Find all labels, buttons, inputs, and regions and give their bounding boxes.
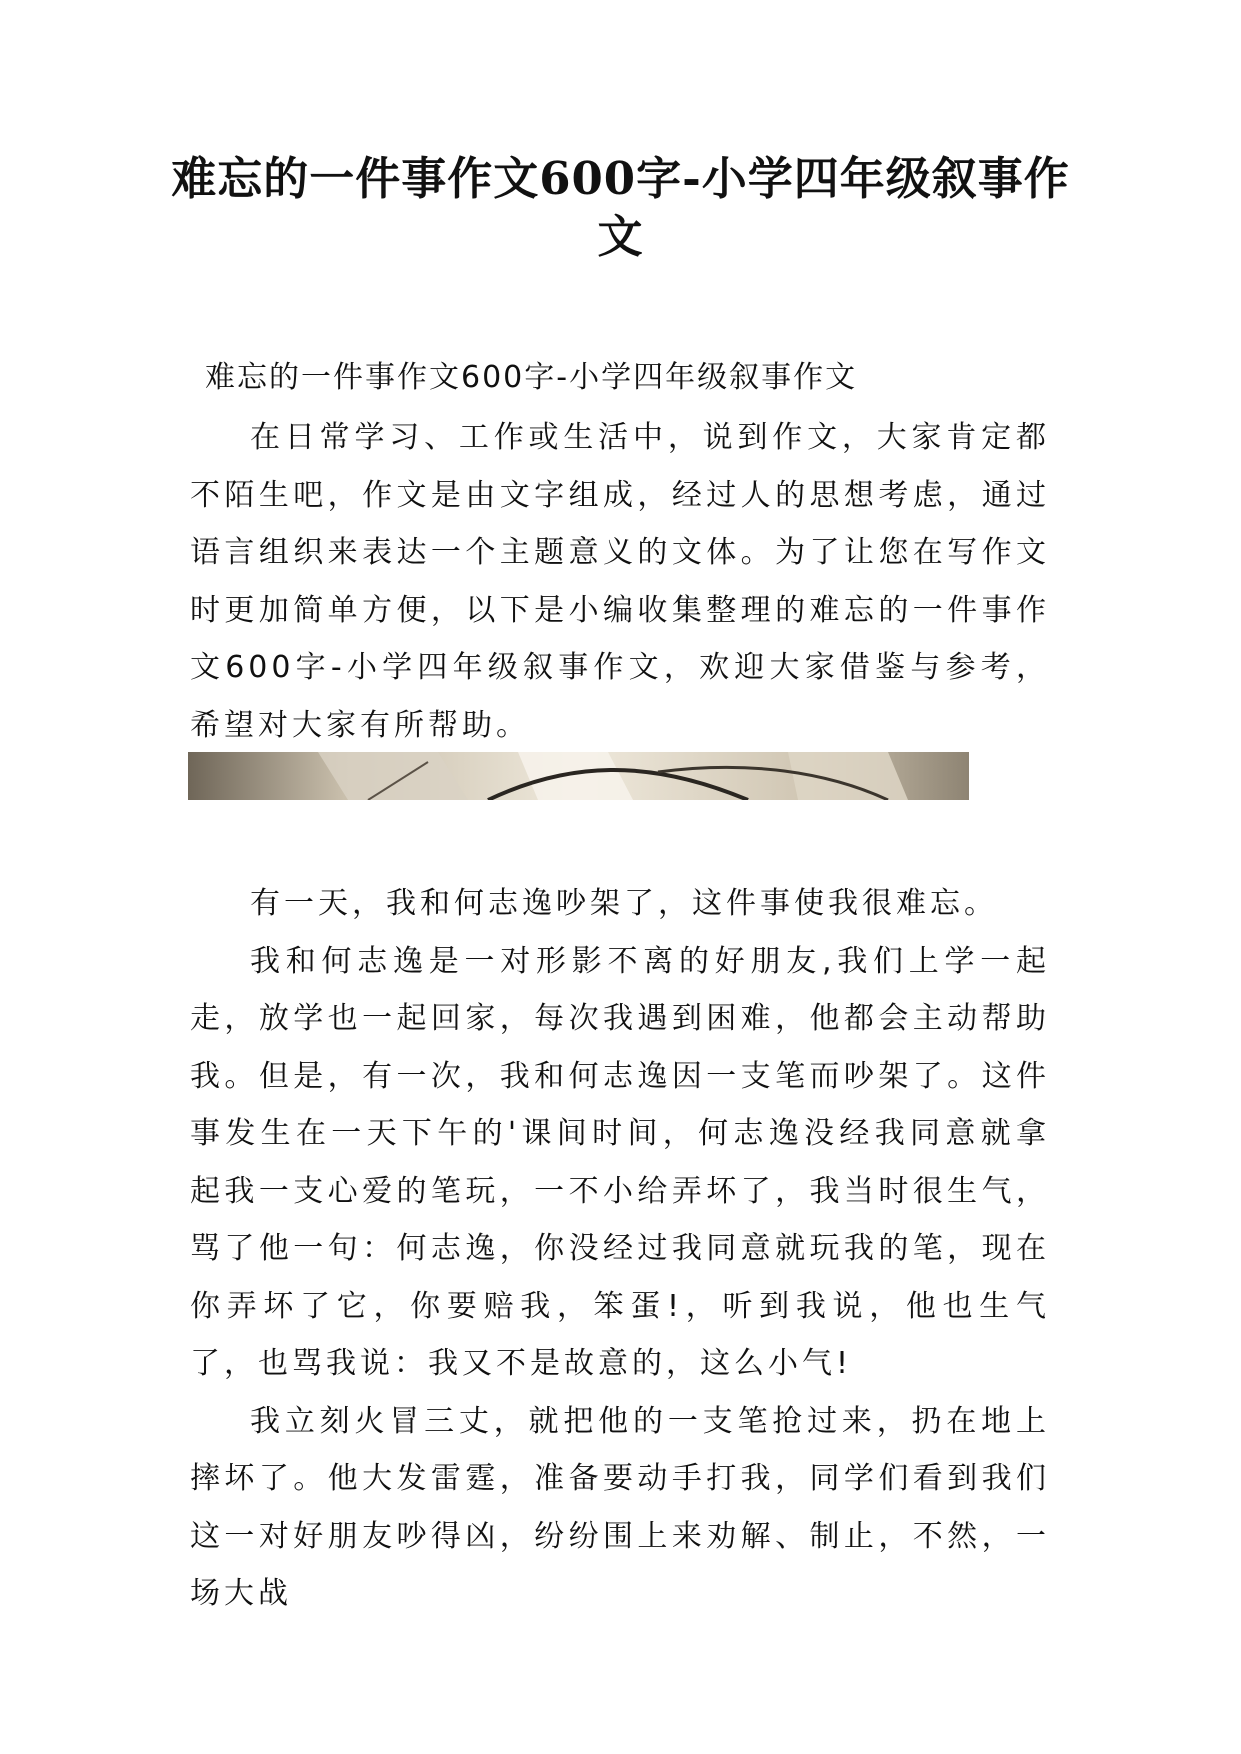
photo-image <box>188 752 969 800</box>
story-paragraph: 有一天，我和何志逸吵架了，这件事使我很难忘。 <box>250 886 998 921</box>
intro-section <box>190 409 1050 754</box>
document-title: 难忘的一件事作文600字-小学四年级叙事作文 <box>171 152 1070 263</box>
article-photo <box>188 752 969 800</box>
document-subtitle: 难忘的一件事作文600字-小学四年级叙事作文 <box>205 360 858 395</box>
story-paragraph: 我和何志逸是一对形影不离的好朋友,我们上学一起走，放学也一起回家，每次我遇到困难，他都会主动帮助我。但是，有一次，我和何志逸因一支笔而吵架了。这件事发生在一天下午的'课间时间，何志逸没经我同意就拿起我一支心爱的笔玩，一不小给弄坏了，我当时很生气，骂了他一句：何志逸，你没经过我同意就玩我的笔，现在你弄坏了它，你要赔我，笨蛋!，听到我说，他也生气了，也骂我说：我又不是故意的，这么小气! <box>190 943 1050 1381</box>
story-paragraph: 我立刻火冒三丈，就把他的一支笔抢过来，扔在地上摔坏了。他大发雷霆，准备要动手打我，同学们看到我们这一对好朋友吵得凶，纷纷围上来劝解、制止，不然，一场大战 <box>190 1403 1050 1611</box>
story-section <box>190 875 1050 1623</box>
intro-paragraph: 在日常学习、工作或生活中，说到作文，大家肯定都不陌生吧，作文是由文字组成，经过人的思想考虑，通过语言组织来表达一个主题意义的文体。为了让您在写作文时更加简单方便，以下是小编收集整理的难忘的一件事作文600字-小学四年级叙事作文，欢迎大家借鉴与参考，希望对大家有所帮助。 <box>190 420 1050 743</box>
